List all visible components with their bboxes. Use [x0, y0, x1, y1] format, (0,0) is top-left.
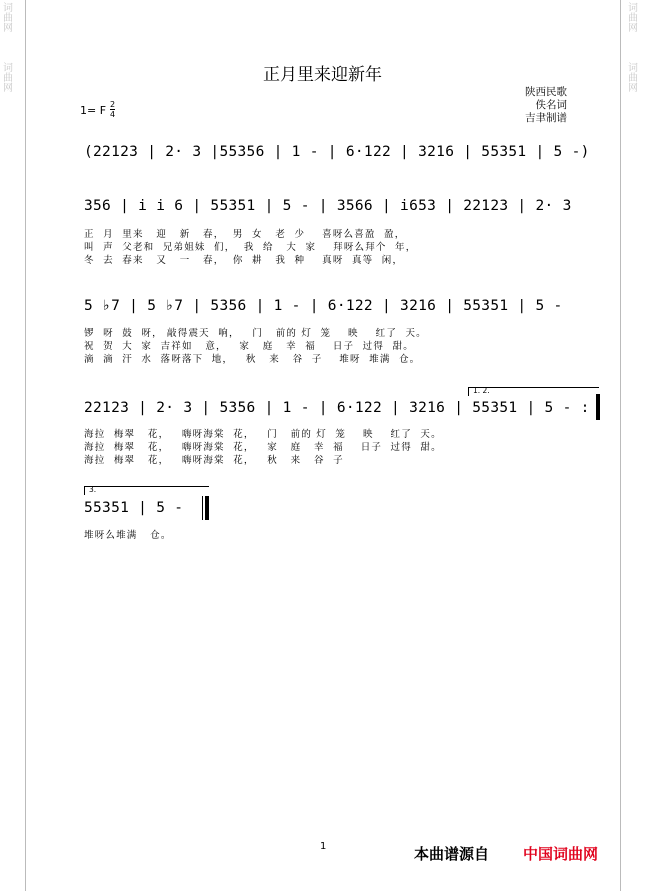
watermark-char: 网	[628, 83, 638, 94]
watermark-char: 网	[3, 83, 13, 94]
credit-arranger: 吉聿制谱	[525, 112, 567, 124]
watermark-char: 网	[3, 23, 13, 34]
time-signature	[110, 100, 115, 119]
lyric-verse-1: 海拉 梅翠 花， 嗨呀海棠 花， 门 前的 灯 笼 映 红了 天。	[84, 429, 442, 440]
page-number: 1	[320, 841, 327, 852]
key-signature: 1= F	[80, 104, 107, 117]
time-signature-bottom: 4	[110, 110, 116, 119]
watermark-char: 曲	[3, 73, 13, 84]
watermark-left	[0, 0, 20, 891]
credit-lyricist: 佚名词	[535, 99, 567, 111]
footer-site-link[interactable]: 中国词曲网	[523, 845, 599, 863]
watermark-char: 词	[628, 3, 638, 14]
volta-bracket-1-2	[468, 387, 599, 396]
time-signature-top: 2	[110, 100, 116, 109]
repeat-end-barline	[596, 394, 600, 420]
volta-bracket-3	[84, 486, 209, 495]
watermark-char: 曲	[628, 13, 638, 24]
notation-line-1: (22123 | 2· 3 |55356 | 1 - | 6·122 | 3216 | 55351 | 5 -)	[84, 144, 590, 160]
notation-line-5: 55351 | 5 -	[84, 500, 184, 516]
final-barline-thick	[205, 496, 209, 520]
volta-label: 3.	[89, 485, 97, 494]
footer-source-text: 本曲谱源自	[414, 845, 490, 863]
lyric-verse-2: 叫 声 父老和 兄弟姐妹 们， 我 给 大 家 拜呀么拜个 年，	[84, 242, 417, 253]
song-title: 正月里来迎新年	[263, 65, 382, 85]
volta-label: 1. 2.	[473, 386, 490, 395]
lyric-verse-3: 海拉 梅翠 花， 嗨呀海棠 花， 秋 来 谷 子	[84, 455, 344, 466]
watermark-char: 网	[628, 23, 638, 34]
lyric-verse-3-ending: 堆呀么堆满 仓。	[84, 530, 172, 541]
lyric-verse-2: 海拉 梅翠 花， 嗨呀海棠 花， 家 庭 幸 福 日子 过得 甜。	[84, 442, 442, 453]
watermark-char: 曲	[628, 73, 638, 84]
lyric-verse-2: 祝 贺 大 家 吉祥如 意， 家 庭 幸 福 日子 过得 甜。	[84, 341, 414, 352]
lyric-verse-3: 滴 滴 汗 水 落呀落下 地， 秋 来 谷 子 堆呀 堆满 仓。	[84, 354, 421, 365]
watermark-right	[625, 0, 645, 891]
final-barline-thin	[202, 496, 203, 520]
watermark-char: 词	[3, 63, 13, 74]
notation-line-3: 5 ♭7 | 5 ♭7 | 5356 | 1 - | 6·122 | 3216 | 55351 | 5 -	[84, 298, 563, 314]
credit-origin: 陕西民歌	[525, 86, 567, 98]
watermark-char: 词	[3, 3, 13, 14]
watermark-char: 词	[628, 63, 638, 74]
lyric-verse-1: 锣 呀 鼓 呀， 敲得震天 响， 门 前的 灯 笼 映 红了 天。	[84, 328, 427, 339]
lyric-verse-3: 冬 去 春来 又 一 春， 你 耕 我 种 真呀 真等 闲，	[84, 255, 404, 266]
notation-line-2: 356 | i i 6 | 55351 | 5 - | 3566 | i653 | 22123 | 2· 3	[84, 198, 572, 214]
notation-line-4: 22123 | 2· 3 | 5356 | 1 - | 6·122 | 3216 | 55351 | 5 - :	[84, 400, 590, 416]
watermark-char: 曲	[3, 13, 13, 24]
lyric-verse-1: 正 月 里来 迎 新 春， 男 女 老 少 喜呀么喜盈 盈，	[84, 229, 406, 240]
